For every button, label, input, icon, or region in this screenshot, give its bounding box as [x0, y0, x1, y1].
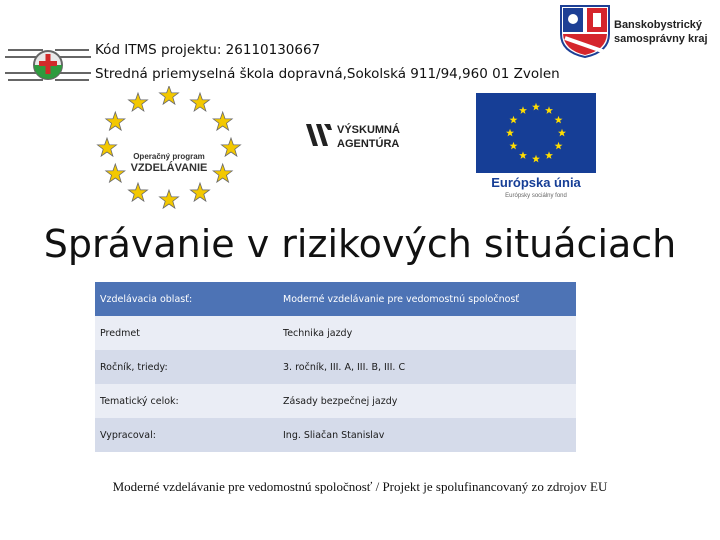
eu-fund-name: Európsky sociálny fond — [505, 193, 567, 199]
agency-logo-line1: VÝSKUMNÁ — [337, 124, 400, 136]
row-value: Technika jazdy — [278, 316, 576, 350]
op-star-icon — [190, 183, 209, 201]
region-coat-of-arms — [559, 4, 611, 58]
region-name-line2: samosprávny kraj — [614, 33, 708, 45]
op-vzdelavanie-logo — [93, 86, 245, 212]
eu-flag — [476, 93, 596, 173]
region-name-line1: Banskobystrický — [614, 19, 703, 31]
op-star-icon — [106, 112, 125, 130]
op-star-icon — [159, 190, 178, 208]
eu-star-icon — [545, 106, 553, 114]
eu-star-icon — [519, 106, 527, 114]
agency-logo-line2: AGENTÚRA — [337, 138, 400, 150]
eu-star-icon — [532, 155, 540, 163]
agency-logo-mark — [304, 120, 334, 150]
op-logo-line1: Operačný program — [133, 152, 205, 161]
eu-star-icon — [509, 116, 517, 124]
row-label: Vzdelávacia oblasť: — [95, 282, 278, 316]
row-label: Predmet — [95, 316, 278, 350]
row-value: 3. ročník, III. A, III. B, III. C — [278, 350, 576, 384]
table-row — [95, 282, 576, 316]
eu-star-icon — [519, 151, 527, 159]
table-row — [95, 316, 576, 350]
op-star-icon — [128, 93, 147, 111]
table-row — [95, 350, 576, 384]
table-row — [95, 384, 576, 418]
eu-name: Európska únia — [491, 175, 581, 190]
eu-star-icon — [555, 142, 563, 150]
school-logo — [3, 44, 91, 86]
row-label: Ročník, triedy: — [95, 350, 278, 384]
op-star-ring — [93, 86, 245, 212]
row-value: Zásady bezpečnej jazdy — [278, 384, 576, 418]
op-star-icon — [128, 183, 147, 201]
op-star-icon — [97, 138, 116, 156]
row-label: Vypracoval: — [95, 418, 278, 452]
project-code-line: Kód ITMS projektu: 26110130667 — [95, 42, 321, 58]
row-label: Tematický celok: — [95, 384, 278, 418]
footer-text: Moderné vzdelávanie pre vedomostnú spoločnosť / Projekt je spolufinancovaný zo zdrojov EU — [112, 479, 608, 494]
row-value: Ing. Sliačan Stanislav — [278, 418, 576, 452]
eu-star-ring — [476, 93, 596, 173]
eu-star-icon — [509, 142, 517, 150]
op-star-icon — [221, 138, 240, 156]
eu-star-icon — [558, 129, 566, 137]
op-star-icon — [106, 164, 125, 182]
row-value: Moderné vzdelávanie pre vedomostnú spoločnosť — [278, 282, 576, 316]
eu-star-icon — [532, 103, 540, 111]
op-star-icon — [213, 164, 232, 182]
op-star-icon — [190, 93, 209, 111]
eu-star-icon — [545, 151, 553, 159]
project-info-table — [95, 282, 576, 452]
page-title: Správanie v rizikových situáciach — [43, 222, 677, 266]
eu-star-icon — [506, 129, 514, 137]
op-star-icon — [213, 112, 232, 130]
op-star-icon — [159, 86, 178, 104]
eu-star-icon — [555, 116, 563, 124]
table-row — [95, 418, 576, 452]
op-logo-line2: VZDELÁVANIE — [130, 162, 208, 174]
school-address-line: Stredná priemyselná škola dopravná,Sokolská 911/94,960 01 Zvolen — [95, 66, 560, 82]
